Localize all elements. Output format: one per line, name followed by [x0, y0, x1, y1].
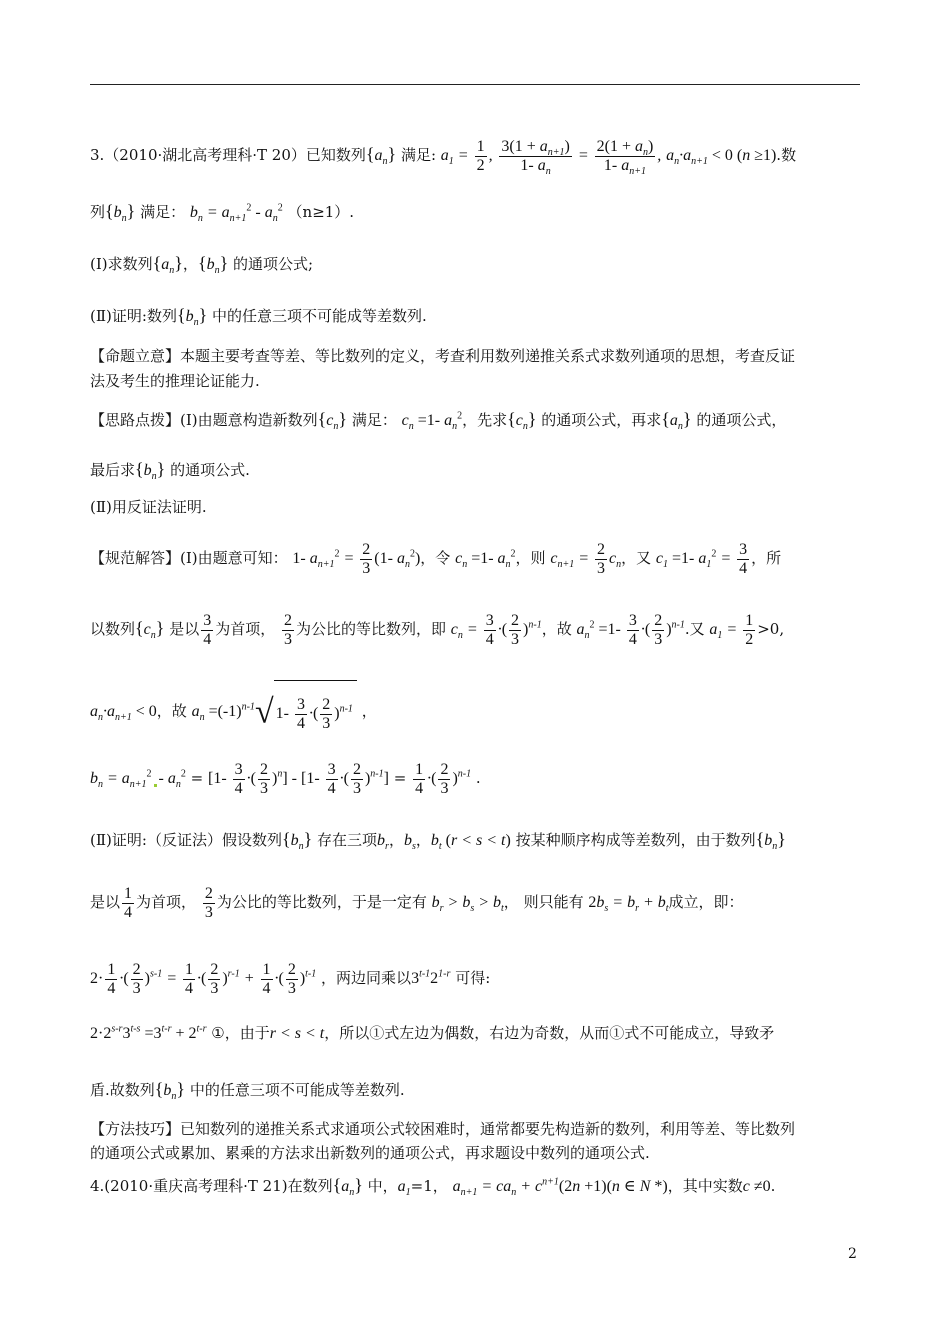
seq-a: $\{a_n\}$	[365, 144, 397, 168]
silu-line2: 最后求$\{b_n\}$ 的通项公式.	[90, 459, 250, 483]
q3-part2: (Ⅱ)证明:数列$\{b_n\}$ 中的任意三项不可能成等差数列.	[90, 305, 427, 329]
guifan-line2: 以数列$\{c_n\}$ 是以 $\frac{3}{4}$ 为首项， $\frac{2}{3}$ 为公比的等比数列，即 $c_n$ = $\frac{3}{4}$ ·( $\frac{2}{3}$ )$^{n-1}$，故 $a_n^2 =1-$ $\frac{3}{4}$ ·( $\frac{2}{3}$ )$^{n-1}$.又 $a_1$ = $\frac{1}{2}$ >0,	[90, 611, 785, 648]
formula-sign: $a_n\cdot a_{n+1} < 0$ (n ≥1)	[666, 147, 777, 168]
guifan-line4: $b_n = a_{n+1}^2 - a_n^2 = [1-$ $\frac{3}{4}$ ·( $\frac{2}{3}$ )$^n$] - [1- $\frac{3}{4}$ ·( $\frac{2}{3}$ )$^{n-1}$] = $\frac{1}{4}$ ·( $\frac{2}{3}$ )$^{n-1}$ .	[90, 760, 481, 797]
header-rule	[90, 84, 860, 85]
proof-line2: 是以 $\frac{1}{4}$ 为首项， $\frac{2}{3}$ 为公比的等比数列，于是一定有 $b_r > b_s > b_t$， 则只能有 $2b_s = b_r + b_t$成立，即：	[90, 884, 744, 921]
page-number: 2	[848, 1246, 857, 1262]
proof-line3: 2· $\frac{1}{4}$ ·( $\frac{2}{3}$ )$^{s-1}$ = $\frac{1}{4}$ ·( $\frac{2}{3}$ )$^{r-1}$ + $\frac{1}{4}$ ·( $\frac{2}{3}$ )$^{t-1}$ ，两边同乘以3$^{t-1}$2$^{1-r}$ 可得:	[90, 960, 491, 997]
dot-mark	[154, 784, 157, 787]
formula-bn: $b_n = a_{n+1}^2 - a_n^2$	[189, 202, 283, 225]
proof-line4: $2\cdot 2^{s-r}3^{t-s} =3^{t-r} + 2^{t-r}$ ①，由于r < s < t，所以①式左边为偶数，右边为奇数，从而①式不可能成立，导致矛	[90, 1023, 775, 1042]
proof-line1: (Ⅱ)证明:（反证法）假设数列$\{b_n\}$ 存在三项$b_r$，$b_s$，$b_t$ (r < s < t) 按某种顺序构成等差数列，由于数列$\{b_n\}$	[90, 829, 786, 853]
formula-recurrence: $\frac{3(1 + a_{n+1})}{1- a_n}$ = $\frac{2(1 + a_n)}{1- a_{n+1}}$ ,	[501, 137, 662, 178]
q3-line1: 3.（2010·湖北高考理科·T 20）已知数列$\{a_n\}$ 满足: $a_1$ = $\frac{1}{2}$ , $\frac{3(1 + a_{n+1})}{1- a_n}$ = $\frac{2(1 + a_n)}{1- a_{n+1}}$ , $a_n\cdot a_{n+1} < 0$ (n ≥1).数	[90, 137, 797, 178]
q4-line1: 4.(2010·重庆高考理科·T 21)在数列$\{a_n\}$ 中，$a_1=1$， $a_{n+1} = ca_n + c^{n+1}(2n +1)(n$ ∈ N *)，其中实数c ≠0.	[90, 1175, 776, 1199]
fangfa-line1: 【方法技巧】已知数列的递推关系式求通项公式较困难时，通常都要先构造新的数列，利用等差、等比数列	[90, 1120, 796, 1138]
mingti-line1: 【命题立意】本题主要考查等差、等比数列的定义，考查利用数列递推关系式求数列通项的思想，考查反证	[90, 347, 796, 365]
guifan-line1: 【规范解答】(Ⅰ)由题意可知： 1- $a_{n+1}^2$ = $\frac{2}{3}$ (1- $a_n^2$)，令 $c_n =1-$ $a_n^2$，则 $c_{n+1}$ = $\frac{2}{3}$ $c_n$，又 $c_1 =1-$ $a_1^2$ = $\frac{3}{4}$ ，所	[90, 540, 782, 577]
proof-line5: 盾.故数列$\{b_n\}$ 中的任意三项不可能成等差数列.	[90, 1079, 405, 1103]
q3-part1: (Ⅰ)求数列$\{a_n\}$，$\{b_n\}$ 的通项公式;	[90, 253, 314, 277]
guifan-line3: $a_n\cdot a_{n+1} < 0$，故 $a_n =(-1)^{n-1}√$ 1- $\frac{3}{4}$ ·( $\frac{2}{3}$ )$^{n-1}$ ，	[90, 680, 860, 745]
mingti-line2: 法及考生的推理论证能力.	[90, 372, 260, 390]
silu-part2: (Ⅱ)用反证法证明.	[90, 498, 207, 516]
silu-line1: 【思路点拨】(Ⅰ)由题意构造新数列$\{c_n\}$ 满足： $c_n =1-$ $a_n^2$，先求$\{c_n\}$ 的通项公式，再求$\{a_n\}$ 的通项公式，	[90, 409, 787, 433]
formula-a1: $a_1$ = $\frac{1}{2}$ ,	[440, 137, 493, 174]
q3-line2: 列$\{b_n\}$ 满足： $b_n = a_{n+1}^2 - a_n^2$ （n≥1）.	[90, 201, 355, 225]
fangfa-line2: 的通项公式或累加、累乘的方法求出新数列的通项公式，再求题设中数列的通项公式.	[90, 1144, 650, 1162]
